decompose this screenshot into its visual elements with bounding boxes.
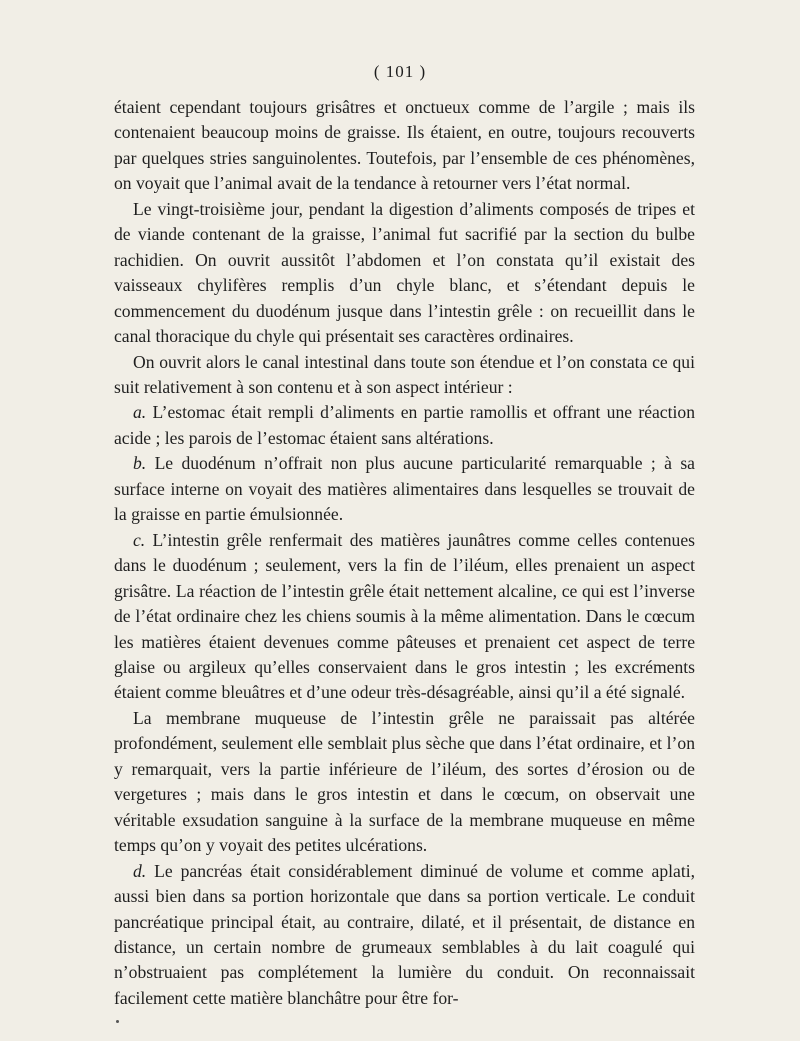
paragraph-a (114, 400, 695, 451)
page-number: ( 101 ) (373, 62, 427, 81)
paragraph-7-text: La membrane muqueuse de l’intestin grêle ne paraissait pas altérée profondément, seulement elle semblait plus sèche que dans l’état ordinaire, et l’on y remarquait, vers la partie inférieure de l’iléum, des sortes d’érosion ou de vergetures ; mais dans le gros intestin et dans le cœcum, on observait une véritable exsudation sanguine à la surface de la membrane muqueuse en même temps qu’on y voyait des petites ulcérations. (114, 707, 695, 856)
item-letter-c: c. (133, 529, 146, 550)
paragraph-a-text: L’estomac était rempli d’aliments en partie ramollis et offrant une réaction acide ; les parois de l’estomac étaient sans altérations. (114, 402, 695, 448)
paper-speck (116, 1020, 119, 1023)
paragraph-b (114, 451, 695, 527)
paragraph-3 (114, 350, 695, 401)
paragraph-1-text: étaient cependant toujours grisâtres et onctueux comme de l’argile ; mais ils contenaient beaucoup moins de graisse. Ils étaient, en outre, toujours recouverts par quelques stries sanguinolentes. Toutefois, par l’ensemble de ces phénomènes, on voyait que l’animal avait de la tendance à retourner vers l’état normal. (114, 97, 695, 194)
item-letter-b: b. (133, 453, 147, 474)
paragraph-c (114, 528, 695, 706)
paragraph-1 (114, 95, 695, 197)
paragraph-2 (114, 197, 695, 350)
paragraph-2-text: Le vingt-troisième jour, pendant la digestion d’aliments composés de tripes et de viande contenant de la graisse, l’animal fut sacrifié par la section du bulbe rachidien. On ouvrit aussitôt l’abdomen et l’on constata qu’il existait des vaisseaux chylifères remplis d’un chyle blanc, et s’étendant depuis le commencement du duodénum jusque dans l’intestin grêle : on recueillit dans le canal thoracique du chyle qui présentait ses caractères ordinaires. (114, 198, 695, 347)
item-letter-d: d. (133, 860, 147, 881)
paragraph-3-text: On ouvrit alors le canal intestinal dans toute son étendue et l’on constata ce qui suit relativement à son contenu et à son aspect intérieur : (114, 351, 695, 397)
paragraph-c-text: L’intestin grêle renfermait des matières jaunâtres comme celles contenues dans le duodénum ; seulement, vers la fin de l’iléum, elles prenaient un aspect grisâtre. La réaction de l’intestin grêle était nettement alcaline, ce qui est l’inverse de l’état ordinaire chez les chiens soumis à la même alimentation. Dans le cœcum les matières étaient devenues comme pâteuses et prenaient cet aspect de terre glaise ou argileux qu’elles conservaient dans le gros intestin ; les excréments étaient comme bleuâtres et d’une odeur très-désagréable, ainsi qu’il a été signalé. (114, 529, 696, 703)
item-letter-a: a. (133, 402, 147, 423)
paragraph-d-text: Le pancréas était considérablement diminué de volume et comme aplati, aussi bien dans sa portion horizontale que dans sa portion verticale. Le conduit pancréatique principal était, au contraire, dilaté, et il présentait, de distance en distance, un certain nombre de grumeaux semblables à du lait coagulé qui n’obstruaient pas complétement la lumière du conduit. On reconnaissait facilement cette matière blanchâtre pour être for- (114, 860, 695, 1008)
paragraph-b-text: Le duodénum n’offrait non plus aucune particularité remarquable ; à sa surface interne on voyait des matières alimentaires dans lesquelles se trouvait de la graisse en partie émulsionnée. (114, 453, 695, 525)
body-text (114, 95, 695, 1011)
paragraph-d (114, 859, 695, 1012)
paragraph-7 (114, 706, 695, 859)
